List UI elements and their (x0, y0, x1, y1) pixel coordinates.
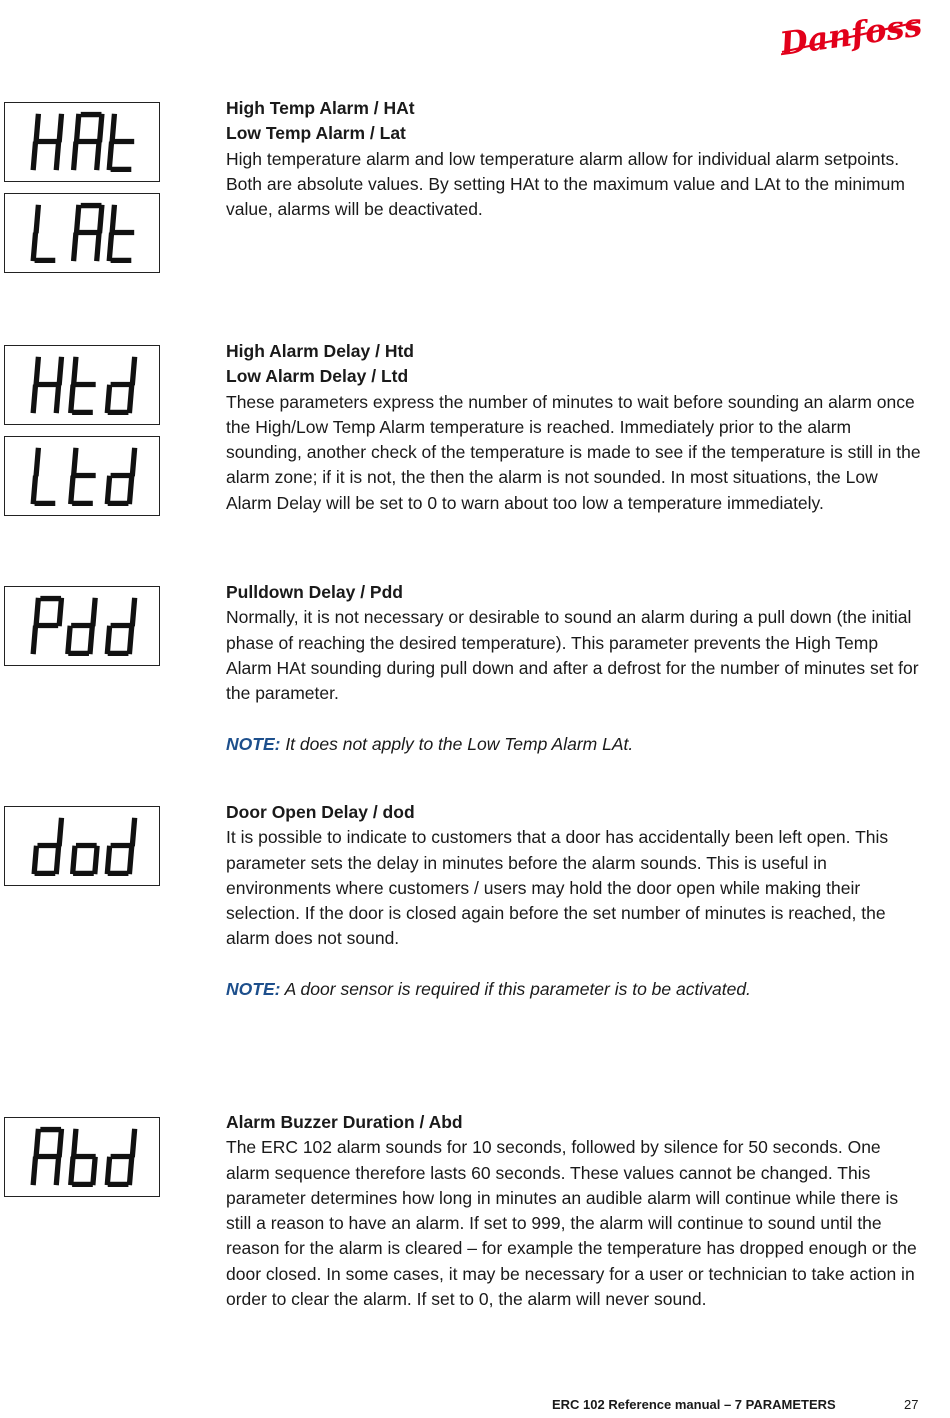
danfoss-logo-text: Danfoss (777, 8, 922, 58)
seven-segment-htd (5, 346, 158, 423)
section-title: High Alarm Delay / Htd (226, 341, 414, 361)
note (226, 977, 926, 1002)
section-title: Pulldown Delay / Pdd (226, 582, 403, 602)
page-number: 27 (904, 1397, 919, 1412)
seven-segment-ltd (5, 437, 158, 514)
section-body: The ERC 102 alarm sounds for 10 seconds, followed by silence for 50 seconds. One alarm sequence therefore lasts 60 seconds. These values cannot be changed. This parameter determines how long in minutes an audible alarm will continue while there is still a reason to have an alarm. If set to 999, the alarm will continue to sound until the reason for the alarm is cleared – for example the temperature has dropped enough or the door closed. In some cases, it may be necessary for a user or technician to take action in order to clear the alarm. If set to 0, the alarm will never sound. (226, 1137, 917, 1310)
section-title: Alarm Buzzer Duration / Abd (226, 1112, 463, 1132)
section-alarm-delay (226, 339, 926, 516)
seven-segment-pdd (5, 587, 158, 664)
section-body: Normally, it is not necessary or desirable to sound an alarm during a pull down (the initial phase of reaching the desired temperature). This parameter prevents the High Temp Alarm HAt sounding during pull down and after a defrost for the number of minutes set for the parameter. (226, 607, 919, 704)
seven-segment-lat (5, 194, 158, 271)
note-label: NOTE: (226, 979, 281, 1000)
seven-segment-abd (5, 1118, 158, 1195)
lcd-display-lat (4, 193, 160, 273)
note-text: It does not apply to the Low Temp Alarm LAt. (280, 733, 634, 754)
section-title: High Temp Alarm / HAt (226, 98, 415, 118)
footer-title: ERC 102 Reference manual – 7 PARAMETERS (552, 1397, 836, 1412)
section-buzzer (226, 1110, 926, 1312)
section-pulldown (226, 580, 926, 757)
note-label: NOTE: (226, 733, 281, 754)
section-title: Door Open Delay / dod (226, 802, 415, 822)
lcd-display-hat (4, 102, 160, 182)
section-title: Low Temp Alarm / Lat (226, 123, 406, 144)
seven-segment-hat (5, 103, 158, 180)
lcd-display-dod (4, 806, 160, 886)
lcd-display-abd (4, 1117, 160, 1197)
danfoss-logo (776, 8, 922, 58)
section-temp-alarm (226, 96, 926, 222)
note-text: A door sensor is required if this parameter is to be activated. (280, 979, 751, 1000)
section-body: It is possible to indicate to customers that a door has accidentally been left open. This parameter sets the delay in minutes before the alarm sounds. This is useful in environments where customers / users may hold the door open while making their selection. If the door is closed again before the set number of minutes is reached, the alarm does not sound. (226, 827, 889, 949)
section-body: High temperature alarm and low temperature alarm allow for individual alarm setpoints. Both are absolute values. By setting HAt to the maximum value and LAt to the minimum value, alarms will be deactivated. (226, 148, 905, 220)
note (226, 732, 926, 757)
section-title: Low Alarm Delay / Ltd (226, 366, 409, 387)
lcd-display-pdd (4, 586, 160, 666)
lcd-display-htd (4, 345, 160, 425)
section-body: These parameters express the number of minutes to wait before sounding an alarm once the High/Low Temp Alarm temperature is reached. Immediately prior to the alarm sounding, another check of the temperature is made to see if the temperature is still in the alarm zone; if it is not, the then the alarm is not sounded. In most situations, the Low Alarm Delay will be set to 0 to warn about too low a temperature immediately. (226, 391, 921, 513)
seven-segment-dod (5, 807, 158, 884)
lcd-display-ltd (4, 436, 160, 516)
section-door-delay (226, 800, 926, 1002)
